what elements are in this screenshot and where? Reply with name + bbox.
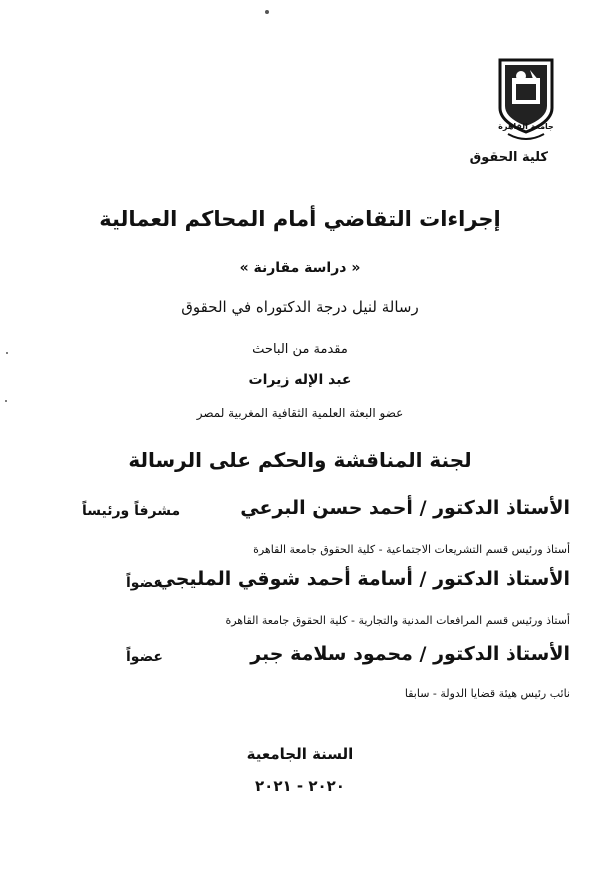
degree-statement: رسالة لنيل درجة الدكتوراه في الحقوق bbox=[181, 298, 419, 316]
committee-member-role: عضواً bbox=[126, 649, 163, 665]
author-affiliation: عضو البعثة العلمية الثقافية المغربية لمصر bbox=[196, 406, 404, 420]
committee-member-description: أستاذ ورئيس قسم المرافعات المدنية والتجارية - كلية الحقوق جامعة القاهرة bbox=[225, 614, 570, 627]
committee-member-role: عضواً bbox=[126, 575, 163, 591]
scan-speck bbox=[6, 352, 8, 354]
committee-heading: لجنة المناقشة والحكم على الرسالة bbox=[128, 448, 472, 472]
scan-speck bbox=[5, 400, 7, 402]
committee-member-description: أستاذ ورئيس قسم التشريعات الاجتماعية - كلية الحقوق جامعة القاهرة bbox=[253, 543, 570, 556]
thesis-title: إجراءات التقاضي أمام المحاكم العمالية bbox=[99, 207, 501, 231]
committee-member-role: مشرفاً ورئيساً bbox=[82, 503, 181, 519]
scan-speck bbox=[265, 10, 269, 14]
faculty-name: كلية الحقوق bbox=[469, 150, 548, 165]
academic-year-label: السنة الجامعية bbox=[246, 745, 354, 763]
committee-member-name: الأستاذ الدكتور / محمود سلامة جبر bbox=[250, 643, 570, 665]
author-name: عبد الإله زيرات bbox=[248, 372, 352, 388]
committee-member-name: الأستاذ الدكتور / أسامة أحمد شوقي المليجي bbox=[156, 568, 570, 590]
committee-member-description: نائب رئيس هيئة قضايا الدولة - سابقا bbox=[404, 687, 570, 700]
academic-year-value: ٢٠٢٠ - ٢٠٢١ bbox=[255, 777, 345, 795]
presented-by-label: مقدمة من الباحث bbox=[252, 342, 348, 357]
logo-caption: جامعة القاهرة bbox=[498, 122, 554, 131]
committee-member-name: الأستاذ الدكتور / أحمد حسن البرعي bbox=[240, 497, 570, 519]
thesis-subtitle: « دراسة مقارنة » bbox=[239, 260, 361, 276]
